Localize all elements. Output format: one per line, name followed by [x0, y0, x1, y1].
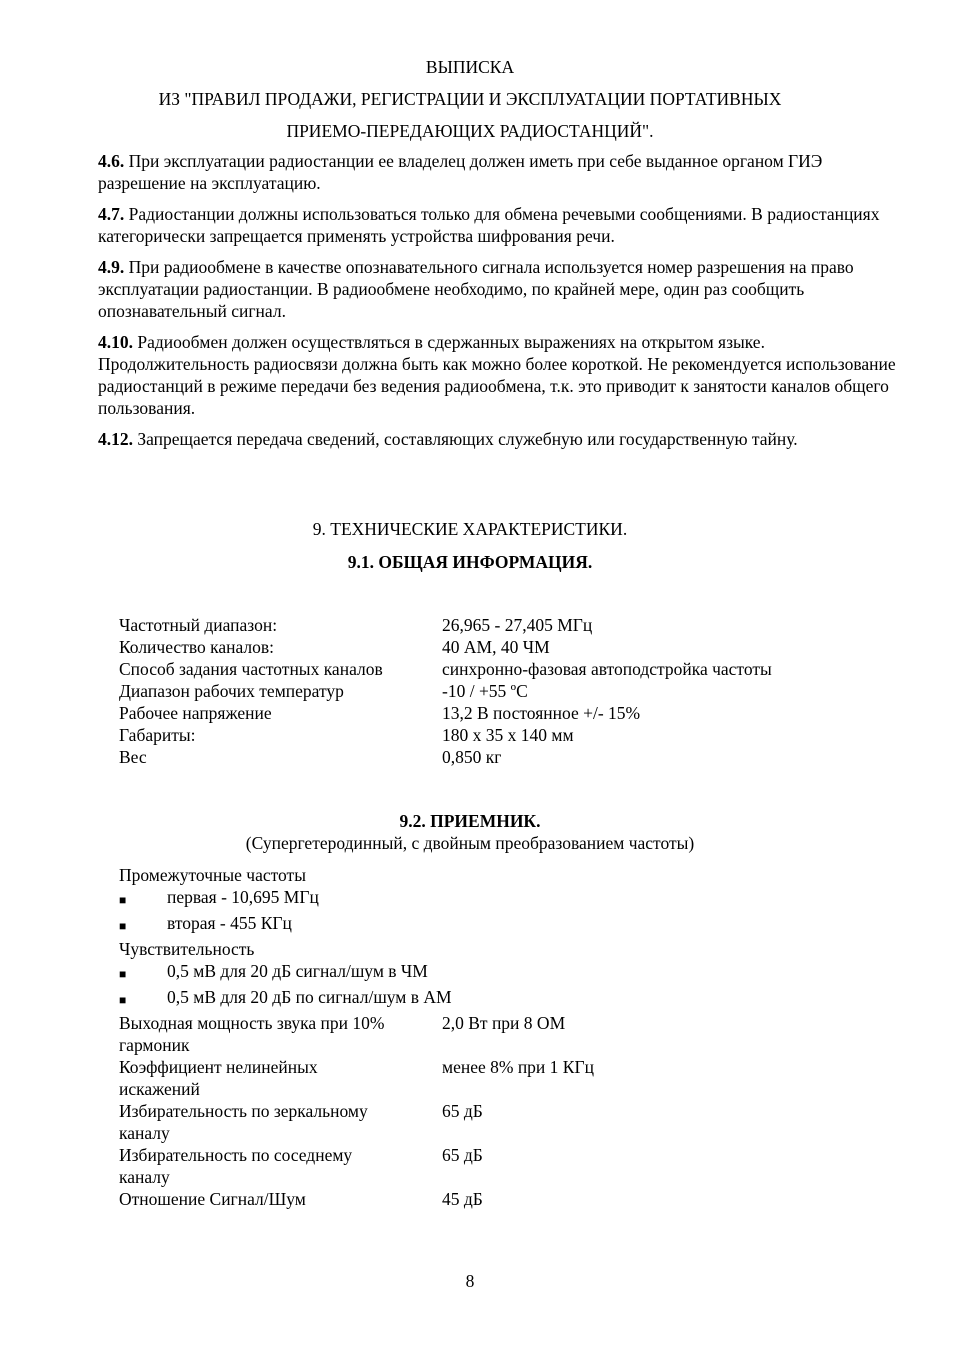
bullet-icon: ■	[119, 967, 127, 981]
rx-param-value: 65 дБ	[442, 1145, 483, 1165]
section-9-2-note: (Супергетеродинный, с двойным преобразованием частоты)	[245, 833, 695, 853]
spec-row	[119, 658, 862, 680]
rx-param-row	[119, 1012, 819, 1056]
spec-row	[119, 746, 862, 768]
page-number: 8	[465, 1271, 475, 1291]
rules-list	[98, 150, 908, 459]
spec-label: Количество каналов:	[119, 637, 275, 657]
spec-row	[119, 636, 862, 658]
spec-row	[119, 680, 862, 702]
general-specs-table	[119, 614, 862, 768]
rx-param-value: 65 дБ	[442, 1101, 483, 1121]
spec-value: 40 АМ, 40 ЧМ	[442, 637, 550, 657]
rx-param-value: менее 8% при 1 КГц	[442, 1057, 594, 1077]
list-item-text: 0,5 мВ для 20 дБ по сигнал/шум в АМ	[167, 987, 452, 1007]
spec-label: Вес	[119, 747, 147, 767]
spec-label: Габариты:	[119, 725, 196, 745]
list-item-text: вторая - 455 КГц	[167, 913, 292, 933]
spec-label: Диапазон рабочих температур	[119, 681, 344, 701]
section-9-1-title: 9.1. ОБЩАЯ ИНФОРМАЦИЯ.	[347, 552, 593, 572]
list-item	[119, 960, 819, 986]
rule-4-12	[98, 428, 908, 450]
rx-param-label	[119, 1188, 442, 1210]
doc-subtitle-line2: ПРИЕМО-ПЕРЕДАЮЩИХ РАДИОСТАНЦИЙ".	[286, 121, 654, 141]
rx-param-row	[119, 1056, 819, 1100]
rule-text: Радиостанции должны использоваться только для обмена речевыми сообщениями. В радиостанциях категорически запрещается применять устройства шифрования речи.	[98, 204, 880, 246]
list-item	[119, 986, 819, 1012]
rx-param-label-line: каналу	[119, 1167, 170, 1187]
bullet-icon: ■	[119, 919, 127, 933]
section-9-title: 9. ТЕХНИЧЕСКИЕ ХАРАКТЕРИСТИКИ.	[312, 519, 628, 539]
rule-text: Запрещается передача сведений, составляющих служебную или государственную тайну.	[137, 429, 798, 449]
rx-param-label	[119, 1012, 442, 1056]
rule-text: При эксплуатации радиостанции ее владелец должен иметь при себе выданное органом ГИЭ разрешение на эксплуатацию.	[98, 151, 823, 193]
spec-label: Рабочее напряжение	[119, 703, 272, 723]
rx-param-label-line: Выходная мощность звука при 10%	[119, 1013, 385, 1033]
spec-label: Способ задания частотных каналов	[119, 659, 383, 679]
rx-param-label-line: Коэффициент нелинейных	[119, 1057, 318, 1077]
list-item	[119, 886, 819, 912]
receiver-specs	[119, 864, 819, 1210]
rule-number: 4.10.	[98, 332, 133, 352]
rx-param-row	[119, 1188, 819, 1210]
rule-text: При радиообмене в качестве опознавательного сигнала используется номер разрешения на право эксплуатации радиостанции. В радиообмене необходимо, по крайней мере, один раз сообщить опознавательный сигнал.	[98, 257, 854, 321]
rule-text: Радиообмен должен осуществляться в сдержанных выражениях на открытом языке. Продолжительность радиосвязи должна быть как можно более короткой. Не рекомендуется использование радиостанций в режиме передачи без ведения радиообмена, т.к. это приводит к занятости каналов общего пользования.	[98, 332, 896, 418]
rule-4-7	[98, 203, 908, 247]
sensitivity-label: Чувствительность	[119, 939, 255, 959]
rule-number: 4.6.	[98, 151, 125, 171]
list-item-text: первая - 10,695 МГц	[167, 887, 319, 907]
spec-value: 0,850 кг	[442, 747, 502, 767]
spec-value: синхронно-фазовая автоподстройка частоты	[442, 659, 772, 679]
list-item-text: 0,5 мВ для 20 дБ сигнал/шум в ЧМ	[167, 961, 428, 981]
rx-param-label-line: Избирательность по зеркальному	[119, 1101, 368, 1121]
rx-param-label	[119, 1144, 442, 1188]
doc-subtitle-line1: ИЗ "ПРАВИЛ ПРОДАЖИ, РЕГИСТРАЦИИ И ЭКСПЛУАТАЦИИ ПОРТАТИВНЫХ	[158, 89, 782, 109]
rule-number: 4.12.	[98, 429, 133, 449]
rx-param-value: 2,0 Вт при 8 ОМ	[442, 1013, 566, 1033]
spec-value: 26,965 - 27,405 МГц	[442, 615, 593, 635]
list-item	[119, 912, 819, 938]
rx-param-row	[119, 1144, 819, 1188]
rx-param-value: 45 дБ	[442, 1189, 483, 1209]
spec-label: Частотный диапазон:	[119, 615, 278, 635]
spec-value: 13,2 В постоянное +/- 15%	[442, 703, 641, 723]
rx-param-label-line: гармоник	[119, 1035, 190, 1055]
doc-title: ВЫПИСКА	[425, 57, 515, 77]
rule-number: 4.7.	[98, 204, 125, 224]
bullet-icon: ■	[119, 893, 127, 907]
rule-4-6	[98, 150, 908, 194]
rx-param-label	[119, 1056, 442, 1100]
spec-row	[119, 724, 862, 746]
spec-value: -10 / +55 ºС	[442, 681, 528, 701]
rx-param-label-line: Отношение Сигнал/Шум	[119, 1189, 306, 1209]
rx-param-row	[119, 1100, 819, 1144]
rx-param-label-line: Избирательность по соседнему	[119, 1145, 353, 1165]
section-9-2-title: 9.2. ПРИЕМНИК.	[399, 811, 541, 831]
rx-param-label	[119, 1100, 442, 1144]
spec-row	[119, 614, 862, 636]
bullet-icon: ■	[119, 993, 127, 1007]
rule-number: 4.9.	[98, 257, 125, 277]
rx-param-label-line: искажений	[119, 1079, 200, 1099]
spec-value: 180 х 35 х 140 мм	[442, 725, 574, 745]
rule-4-10	[98, 331, 908, 419]
if-label: Промежуточные частоты	[119, 865, 306, 885]
rule-4-9	[98, 256, 908, 322]
rx-param-label-line: каналу	[119, 1123, 170, 1143]
spec-row	[119, 702, 862, 724]
